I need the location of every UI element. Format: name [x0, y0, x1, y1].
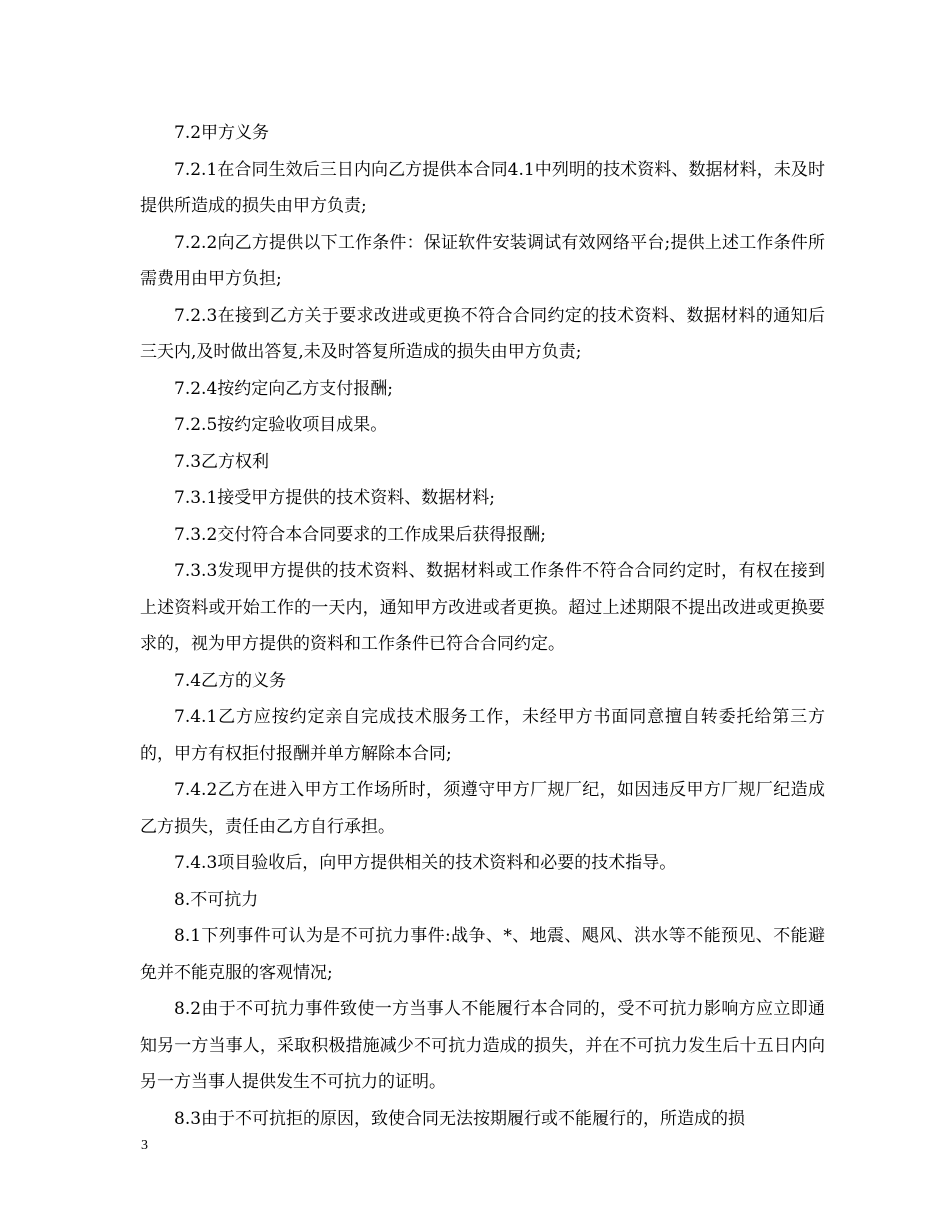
- clause-paragraph: 8.3由于不可抗拒的原因，致使合同无法按期履行或不能履行的，所造成的损: [174, 1108, 746, 1129]
- clause-paragraph: 7.3.3发现甲方提供的技术资料、数据材料或工作条件不符合合同约定时，有权在接到上述资料或开始工作的一天内，通知甲方改进或者更换。超过上述期限不提出改进或更换要求的，视为甲方提供的资料和工作条件已符合合同约定。: [140, 561, 825, 654]
- clause-paragraph: 7.2.3在接到乙方关于要求改进或更换不符合合同约定的技术资料、数据材料的通知后三天内,及时做出答复,未及时答复所造成的损失由甲方负责;: [140, 305, 825, 362]
- clause-paragraph: 8.2由于不可抗力事件致使一方当事人不能履行本合同的，受不可抗力影响方应立即通知另一方当事人，采取积极措施减少不可抗力造成的损失，并在不可抗力发生后十五日内向另一方当事人提供发生不可抗力的证明。: [140, 999, 825, 1092]
- clause-paragraph: 8.1下列事件可认为是不可抗力事件:战争、*、地震、飓风、洪水等不能预见、不能避免并不能克服的客观情况;: [140, 926, 825, 983]
- clause-paragraph: 7.3.1接受甲方提供的技术资料、数据材料;: [174, 488, 495, 508]
- section-heading: 8.不可抗力: [174, 889, 259, 910]
- clause-paragraph: 7.2.2向乙方提供以下工作条件：保证软件安装调试有效网络平台;提供上述工作条件所需费用由甲方负担;: [140, 232, 825, 289]
- document-body: [140, 115, 825, 1137]
- clause-paragraph: 7.2.4按约定向乙方支付报酬;: [174, 378, 393, 399]
- page-number: 3: [141, 1138, 148, 1153]
- section-heading: 7.4乙方的义务: [174, 670, 287, 691]
- clause-paragraph: 7.4.3项目验收后，向甲方提供相关的技术资料和必要的技术指导。: [174, 853, 677, 873]
- clause-paragraph: 7.2.1在合同生效后三日内向乙方提供本合同4.1中列明的技术资料、数据材料，未及时提供所造成的损失由甲方负责;: [140, 159, 825, 216]
- clause-paragraph: 7.2.5按约定验收项目成果。: [174, 415, 388, 435]
- section-heading: 7.2甲方义务: [174, 123, 270, 143]
- section-heading: 7.3乙方权利: [174, 451, 270, 472]
- clause-paragraph: 7.4.1乙方应按约定亲自完成技术服务工作，未经甲方书面同意擅自转委托给第三方的，甲方有权拒付报酬并单方解除本合同;: [140, 707, 825, 764]
- clause-paragraph: 7.3.2交付符合本合同要求的工作成果后获得报酬;: [174, 524, 546, 545]
- clause-paragraph: 7.4.2乙方在进入甲方工作场所时，须遵守甲方厂规厂纪，如因违反甲方厂规厂纪造成乙方损失，责任由乙方自行承担。: [140, 780, 825, 837]
